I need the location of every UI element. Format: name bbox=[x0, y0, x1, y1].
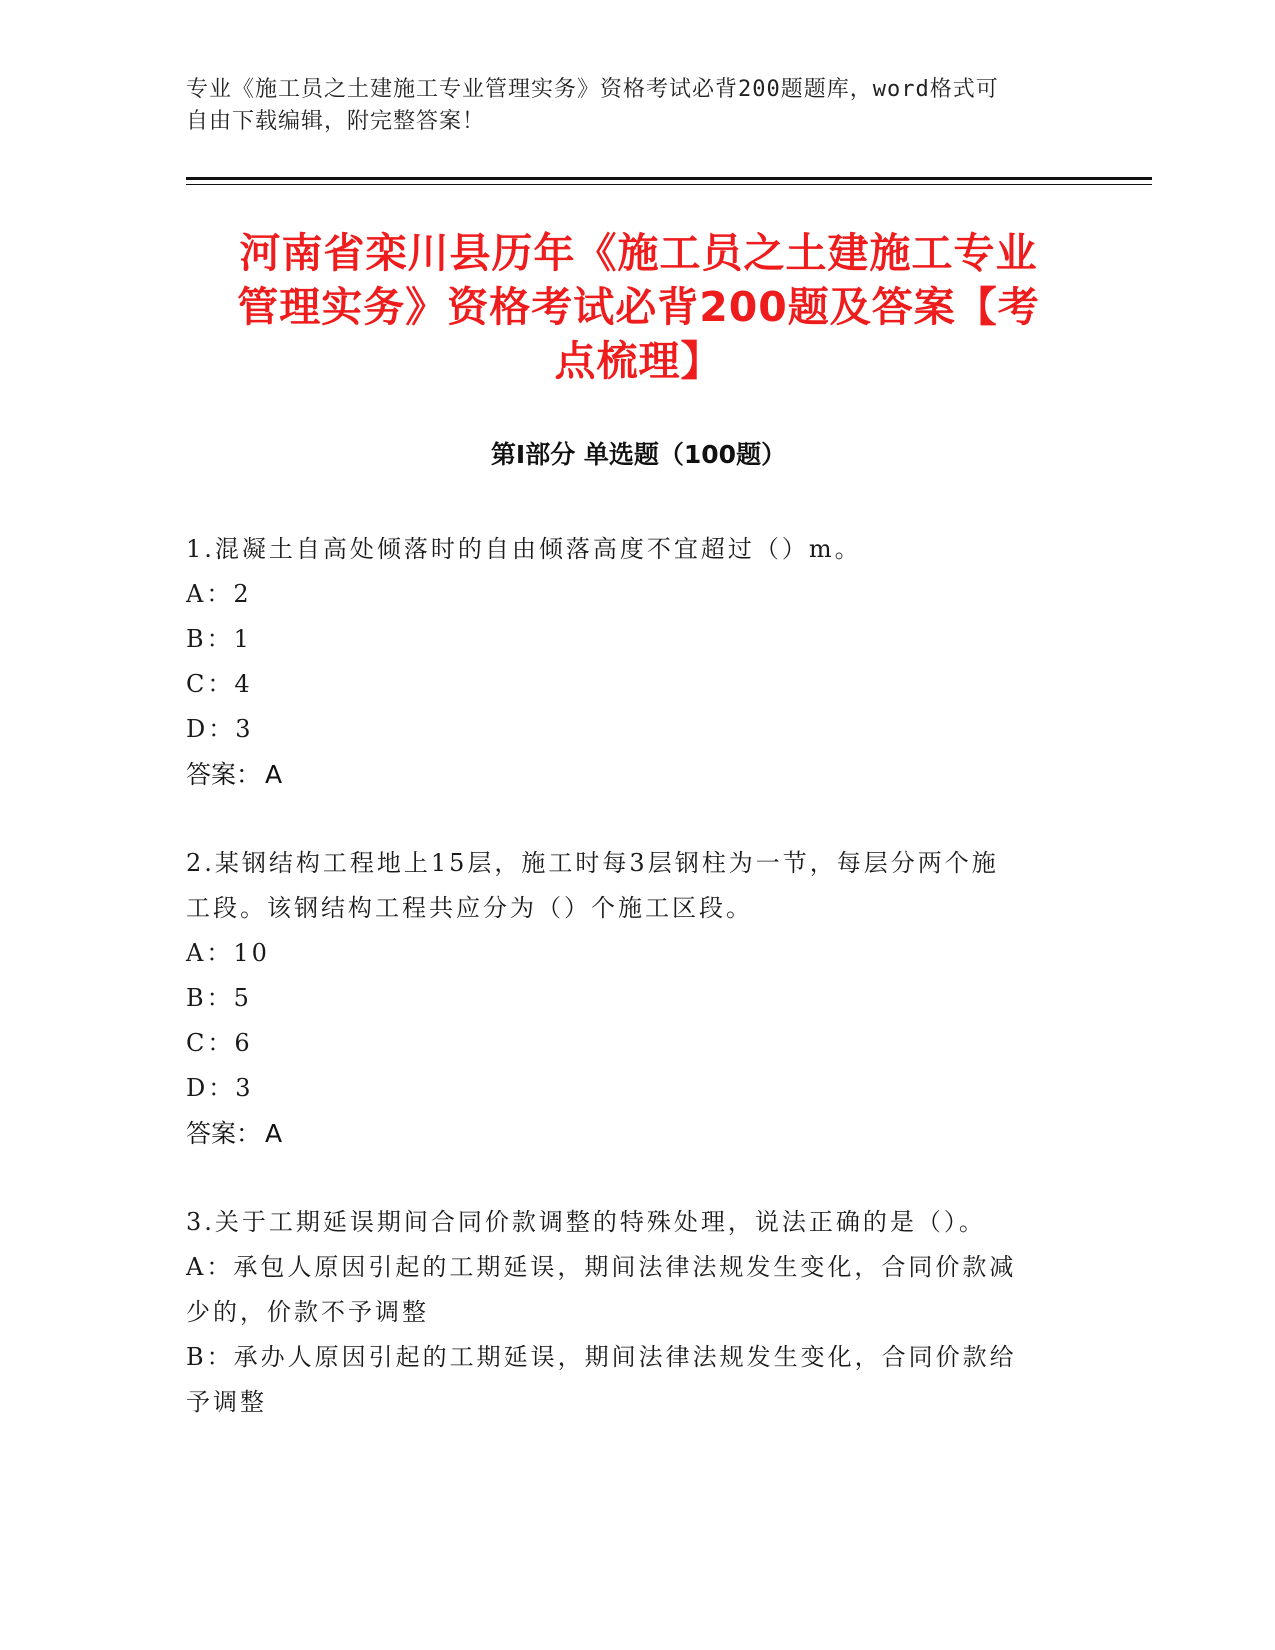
option-c: C：4 bbox=[186, 670, 253, 698]
question-stem: 1.混凝土自高处倾落时的自由倾落高度不宜超过（）m。 bbox=[186, 535, 862, 563]
option-a: A：10 bbox=[186, 939, 270, 967]
header-divider bbox=[186, 184, 1152, 185]
answer-line bbox=[186, 752, 1076, 797]
document-header-note bbox=[186, 74, 1066, 138]
option-a: A：2 bbox=[186, 580, 252, 608]
option-b-continued: 予调整 bbox=[186, 1388, 267, 1416]
answer-line bbox=[186, 1111, 1076, 1156]
question-item bbox=[186, 527, 1076, 797]
answer-value: A bbox=[265, 1119, 283, 1148]
option-d: D：3 bbox=[186, 1074, 254, 1102]
title-line: 点梳理】 bbox=[554, 337, 723, 385]
answer-label: 答案： bbox=[186, 1119, 262, 1148]
answer-value: A bbox=[265, 760, 283, 789]
option-a: A：承包人原因引起的工期延误，期间法律法规发生变化，合同价款减 bbox=[186, 1253, 1017, 1281]
title-line: 河南省栾川县历年《施工员之土建施工专业 bbox=[239, 229, 1038, 277]
option-a-continued: 少的，价款不予调整 bbox=[186, 1298, 429, 1326]
header-note-line: 自由下载编辑，附完整答案！ bbox=[186, 109, 486, 134]
question-list bbox=[186, 527, 1076, 1469]
title-line: 管理实务》资格考试必背200题及答案【考 bbox=[237, 283, 1040, 331]
header-divider bbox=[186, 177, 1152, 180]
option-b: B：承办人原因引起的工期延误，期间法律法规发生变化，合同价款给 bbox=[186, 1343, 1017, 1371]
option-c: C：6 bbox=[186, 1029, 253, 1057]
option-d: D：3 bbox=[186, 715, 254, 743]
question-stem: 2.某钢结构工程地上15层，施工时每3层钢柱为一节，每层分两个施 bbox=[186, 849, 999, 877]
section-heading: 第I部分 单选题（100题） bbox=[490, 440, 787, 469]
header-note-line: 专业《施工员之土建施工专业管理实务》资格考试必背200题题库，word格式可 bbox=[186, 77, 999, 102]
option-b: B：5 bbox=[186, 984, 252, 1012]
option-b: B：1 bbox=[186, 625, 252, 653]
answer-label: 答案： bbox=[186, 760, 262, 789]
document-title bbox=[186, 226, 1091, 388]
question-stem: 3.关于工期延误期间合同价款调整的特殊处理，说法正确的是（）。 bbox=[186, 1208, 986, 1236]
question-item bbox=[186, 841, 1076, 1156]
question-stem-continued: 工段。该钢结构工程共应分为（）个施工区段。 bbox=[186, 894, 753, 922]
question-item bbox=[186, 1200, 1076, 1425]
